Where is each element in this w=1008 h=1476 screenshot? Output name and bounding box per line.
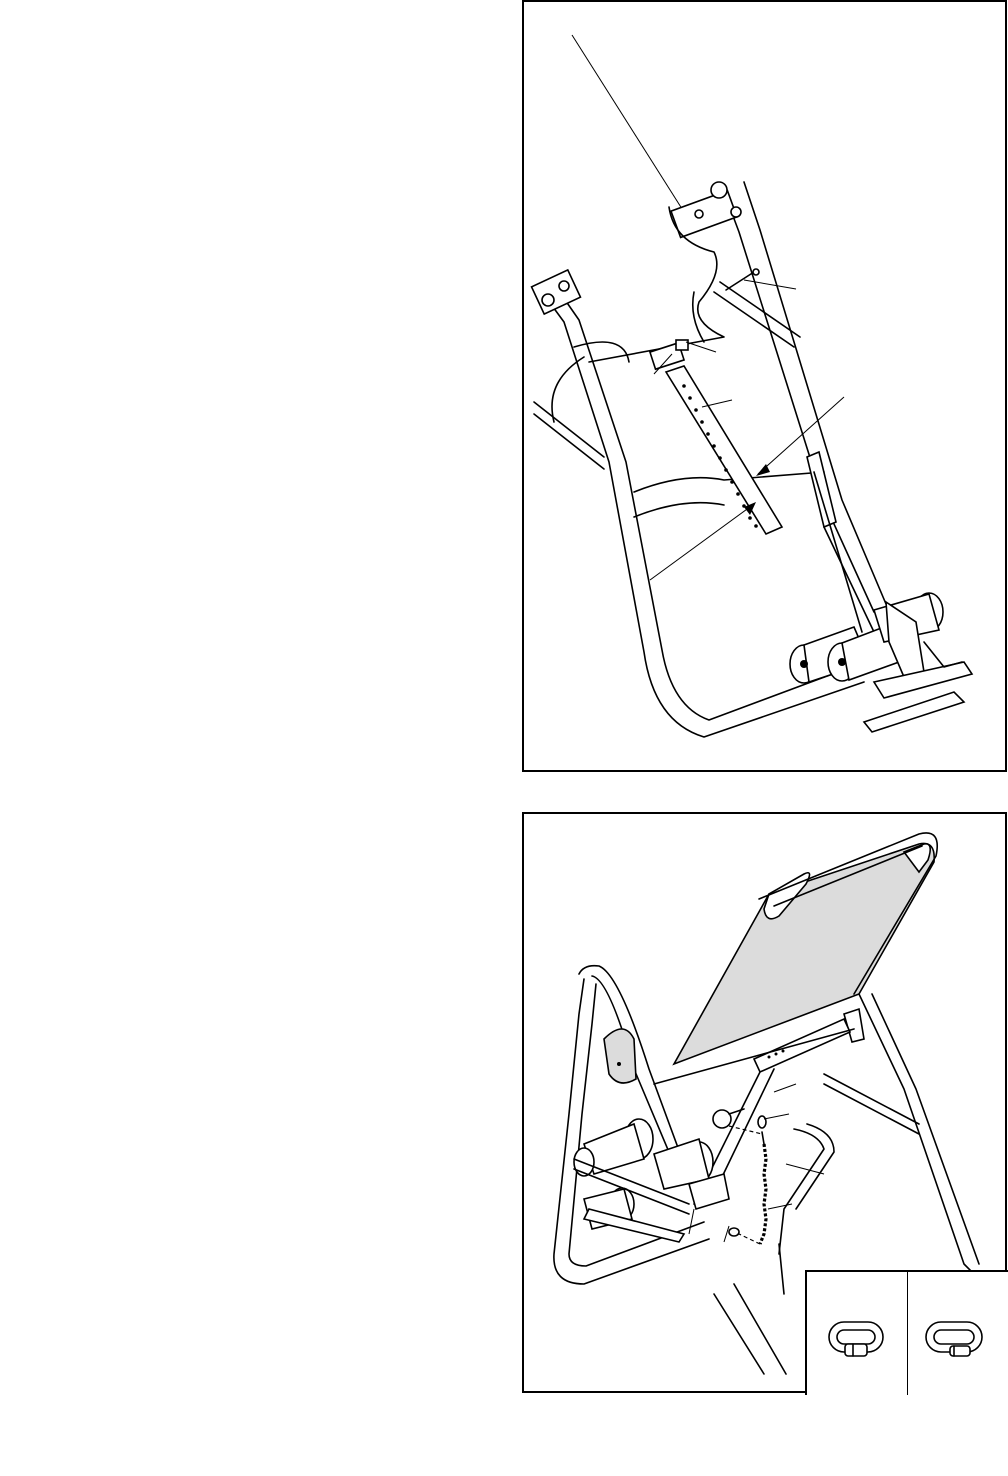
quick-link-open-inset [805,1270,908,1395]
leader-arrow-lower [650,504,754,580]
leader-pin [744,280,796,289]
leader-5 [689,1209,694,1234]
quick-link-closed-inset [907,1270,1008,1395]
upper-assembly-drawing [524,2,1008,774]
pivot-pad [604,1029,636,1083]
quick-link-closed-drawing [908,1272,1008,1395]
rear-leg-left [714,1294,764,1374]
leader-4 [768,1204,792,1209]
quick-link-open-drawing [807,1272,908,1395]
leader-3 [786,1164,824,1174]
leader-bracket [686,342,716,352]
lock-knob [713,1110,731,1128]
adjustment-tube [666,366,782,534]
pivot-bracket-top [671,191,737,238]
tether-chain [729,1116,766,1244]
right-upright [859,994,974,1274]
right-frame-leg [724,192,874,612]
backrest-edge [589,207,724,362]
leader-line-top [572,35,684,212]
leader-1 [774,1084,796,1092]
lower-illustration-panel [522,812,1007,1393]
upper-illustration-panel [522,0,1007,772]
leader-2 [764,1114,789,1119]
leader-6 [724,1226,729,1242]
